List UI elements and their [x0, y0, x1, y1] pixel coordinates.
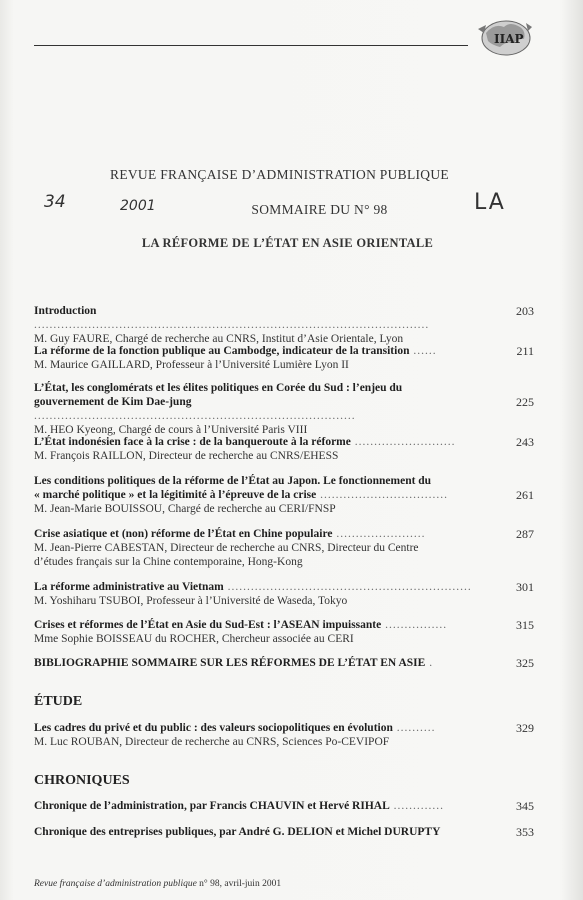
entry-author: M. Luc ROUBAN, Directeur de recherche au CNRS, Sciences Po-CEVIPOF [34, 736, 390, 748]
entry-title: Crises et réformes de l’État en Asie du Sud-Est : l’ASEAN impuissante [34, 619, 382, 631]
entry-author: M. François RAILLON, Directeur de recherche au CNRS/EHESS [34, 450, 339, 462]
top-rule [34, 45, 468, 46]
footer [34, 879, 281, 889]
entry-author: M. Maurice GAILLARD, Professeur à l’Université Lumière Lyon II [34, 359, 349, 371]
toc-entry[interactable]: L’État indonésien face à la crise : de la banqueroute à la réforme .......................... M. François RAILLON, Directeur de recherche au CNRS/EHESS 243 [34, 435, 534, 462]
toc-entry[interactable]: BIBLIOGRAPHIE SOMMAIRE SUR LES RÉFORMES DE L’ÉTAT EN ASIE . 325 [34, 656, 534, 670]
issue-theme: LA RÉFORME DE L’ÉTAT EN ASIE ORIENTALE [141, 236, 434, 250]
entry-title: La réforme administrative au Vietnam [34, 581, 224, 593]
entry-title: L’État indonésien face à la crise : de la banqueroute à la réforme [34, 436, 351, 448]
journal-title: REVUE FRANÇAISE D’ADMINISTRATION PUBLIQUE [110, 167, 449, 182]
entry-author: M. Yoshiharu TSUBOI, Professeur à l’Université de Waseda, Tokyo [34, 595, 348, 607]
entry-author-line2: d’études français sur la Chine contemporaine, Hong-Kong [34, 556, 303, 568]
toc-entry[interactable]: La réforme de la fonction publique au Cambodge, indicateur de la transition ...... M. Maurice GAILLARD, Professeur à l’Université Lumière Lyon II 211 [34, 344, 534, 371]
entry-author: M. Jean-Marie BOUISSOU, Chargé de recherche au CERI/FNSP [34, 503, 336, 515]
sommaire-title: SOMMAIRE DU N° 98 [251, 202, 388, 217]
entry-title-line1: Les conditions politiques de la réforme de l’État au Japon. Le fonctionnement du [34, 475, 432, 487]
toc-entry[interactable]: Les conditions politiques de la réforme de l’État au Japon. Le fonctionnement du « marché politique » et la légitimité à l’épreuve de la crise ................................. M. Jean-Marie BOUISSOU, Chargé de recherche au CERI/FNSP 261 [34, 475, 534, 515]
entry-page: 329 [516, 721, 534, 735]
entry-author: M. Guy FAURE, Chargé de recherche au CNRS, Institut d’Asie Orientale, Lyon [34, 333, 404, 345]
entry-title: Introduction [34, 305, 97, 317]
handwritten-initials: LA [474, 190, 506, 215]
toc-entry[interactable]: Introduction ...................................................................................................... M. Guy FAURE, Chargé de recherche au CNRS, Institut d’Asie Orientale, Lyon 203 [34, 304, 534, 345]
globe-logo-icon [474, 15, 534, 59]
toc-entry[interactable]: L’État, les conglomérats et les élites politiques en Corée du Sud : l’enjeu du gouvernement de Kim Dae-jung ................................................................................... M. HEO Kyeong, Chargé de cours à l’Université Paris VIII 225 [34, 382, 534, 436]
toc-entry[interactable] [34, 825, 534, 839]
entry-page: 243 [516, 435, 534, 449]
toc-entry[interactable]: Chronique de l’administration, par Francis CHAUVIN et Hervé RIHAL ............. 345 [34, 799, 534, 813]
entry-page: 287 [516, 527, 534, 541]
entry-title: Chronique de l’administration, par Francis CHAUVIN et Hervé RIHAL [34, 800, 390, 812]
toc-entry[interactable]: La réforme administrative au Vietnam ............................................................... M. Yoshiharu TSUBOI, Professeur à l’Université de Waseda, Tokyo 301 [34, 580, 534, 607]
entry-title: Chronique des entreprises publiques, par André G. DELION et Michel DURUPTY [34, 826, 441, 838]
logo-text: IIAP [494, 32, 524, 46]
entry-title: Les cadres du privé et du public : des valeurs sociopolitiques en évolution [34, 722, 393, 734]
entry-title-line2: « marché politique » et la légitimité à l’épreuve de la crise [34, 489, 317, 501]
entry-title: BIBLIOGRAPHIE SOMMAIRE SUR LES RÉFORMES DE L’ÉTAT EN ASIE [34, 657, 426, 669]
entry-page: 203 [516, 304, 534, 318]
entry-page: 353 [516, 825, 534, 839]
entry-title-line1: L’État, les conglomérats et les élites politiques en Corée du Sud : l’enjeu du [34, 382, 403, 394]
footer-issue: n° 98, avril-juin 2001 [199, 879, 282, 889]
entry-author: Mme Sophie BOISSEAU du ROCHER, Chercheur associée au CERI [34, 633, 354, 645]
toc-entry[interactable]: Crise asiatique et (non) réforme de l’État en Chine populaire ....................... M. Jean-Pierre CABESTAN, Directeur de recherche au CNRS, Directeur du Centre d’études français sur la Chine contemporaine, Hong-Kong 287 [34, 527, 534, 568]
handwritten-number: 34 [44, 192, 66, 212]
section-heading-etude: ÉTUDE [34, 694, 83, 709]
entry-page: 345 [516, 799, 534, 813]
entry-title: La réforme de la fonction publique au Cambodge, indicateur de la transition [34, 345, 410, 357]
toc-entry[interactable]: Les cadres du privé et du public : des valeurs sociopolitiques en évolution .......... M. Luc ROUBAN, Directeur de recherche au CNRS, Sciences Po-CEVIPOF 329 [34, 721, 534, 748]
entry-page: 325 [516, 656, 534, 670]
entry-page: 261 [516, 488, 534, 502]
entry-page: 211 [516, 344, 534, 358]
toc-entry[interactable]: Crises et réformes de l’État en Asie du Sud-Est : l’ASEAN impuissante ................ Mme Sophie BOISSEAU du ROCHER, Chercheur associée au CERI 315 [34, 618, 534, 645]
entry-page: 301 [516, 580, 534, 594]
entry-title-line2: gouvernement de Kim Dae-jung [34, 396, 192, 408]
entry-title: Crise asiatique et (non) réforme de l’État en Chine populaire [34, 528, 333, 540]
footer-journal: Revue française d’administration publique [34, 879, 197, 889]
entry-page: 315 [516, 618, 534, 632]
entry-author-line1: M. Jean-Pierre CABESTAN, Directeur de recherche au CNRS, Directeur du Centre [34, 542, 419, 554]
section-heading-chroniques: CHRONIQUES [34, 773, 130, 788]
entry-page: 225 [516, 395, 534, 409]
entry-author: M. HEO Kyeong, Chargé de cours à l’Université Paris VIII [34, 424, 308, 436]
handwritten-year: 2001 [120, 198, 156, 214]
